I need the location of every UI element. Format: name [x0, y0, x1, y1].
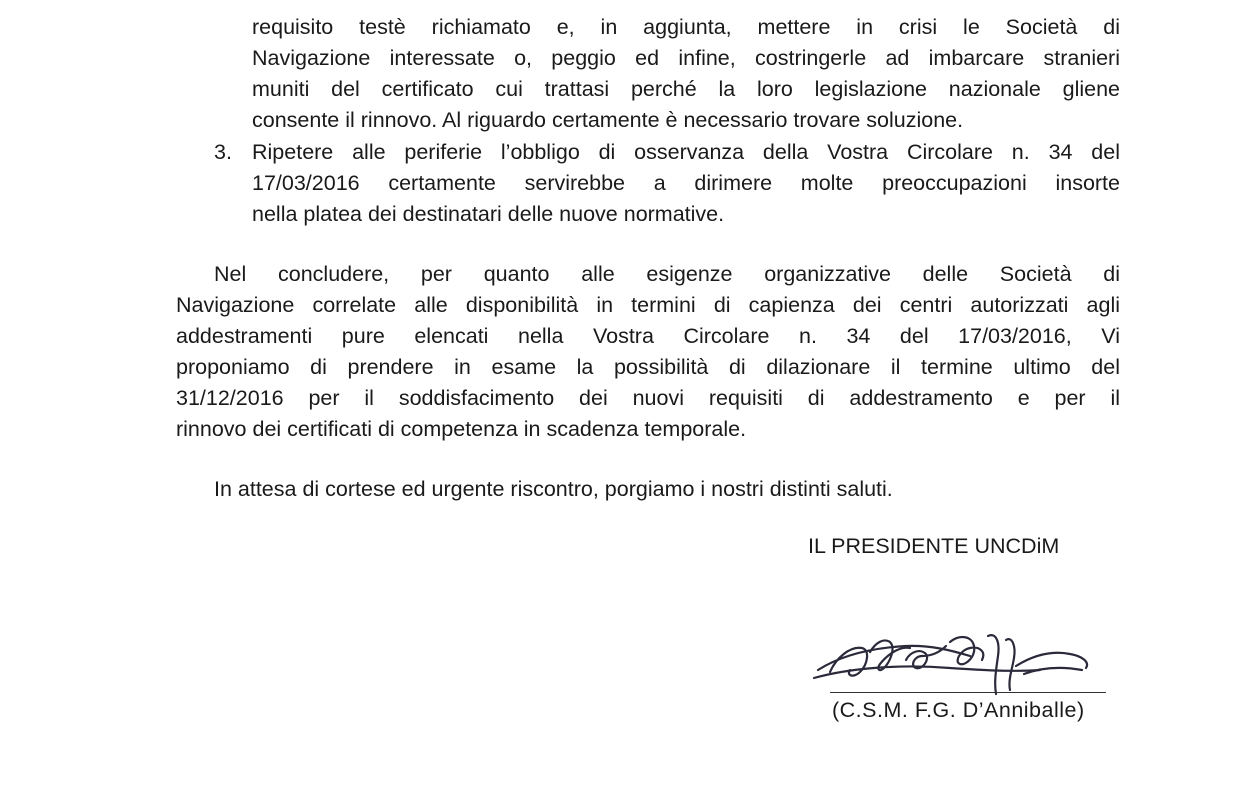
paragraph-line: 31/12/2016 per il soddisfacimento dei nuovi requisiti di addestramento e per il: [176, 386, 1120, 410]
paragraph-line: Navigazione correlate alle disponibilità in termini di capienza dei centri autorizzati agli: [176, 293, 1120, 317]
list-line: 17/03/2016 certamente servirebbe a dirimere molte preoccupazioni insorte: [252, 171, 1120, 195]
paragraph-line: addestramenti pure elencati nella Vostra Circolare n. 34 del 17/03/2016, Vi: [176, 324, 1120, 348]
closing-salutation: In attesa di cortese ed urgente riscontro, porgiamo i nostri distinti saluti.: [214, 477, 893, 501]
list-line: muniti del certificato cui trattasi perché la loro legislazione nazionale gliene: [252, 77, 1120, 101]
list-line: Ripetere alle periferie l’obbligo di osservanza della Vostra Circolare n. 34 del: [252, 140, 1120, 164]
list-item-body: [252, 137, 1120, 230]
conclusion-paragraph: [176, 259, 1120, 445]
list-line: Navigazione interessate o, peggio ed infine, costringerle ad imbarcare stranieri: [252, 46, 1120, 70]
signer-name: (C.S.M. F.G. D’Anniballe): [832, 698, 1085, 722]
list-item-number: 3.: [214, 140, 232, 164]
list-line: nella platea dei destinatari delle nuove normative.: [252, 202, 725, 226]
list-item-2-continuation: [252, 12, 1120, 136]
list-line: consente il rinnovo. Al riguardo certamente è necessario trovare soluzione.: [252, 108, 964, 132]
paragraph-line: rinnovo dei certificati di competenza in scadenza temporale.: [176, 417, 747, 441]
list-line: requisito testè richiamato e, in aggiunta, mettere in crisi le Società di: [252, 15, 1120, 39]
paragraph-line: proponiamo di prendere in esame la possibilità di dilazionare il termine ultimo del: [176, 355, 1120, 379]
signature-line: [830, 692, 1106, 693]
paragraph-line: Nel concludere, per quanto alle esigenze organizzative delle Società di: [214, 262, 1120, 286]
handwritten-signature-icon: [810, 612, 1110, 702]
signatory-role: IL PRESIDENTE UNCDiM: [808, 534, 1060, 558]
